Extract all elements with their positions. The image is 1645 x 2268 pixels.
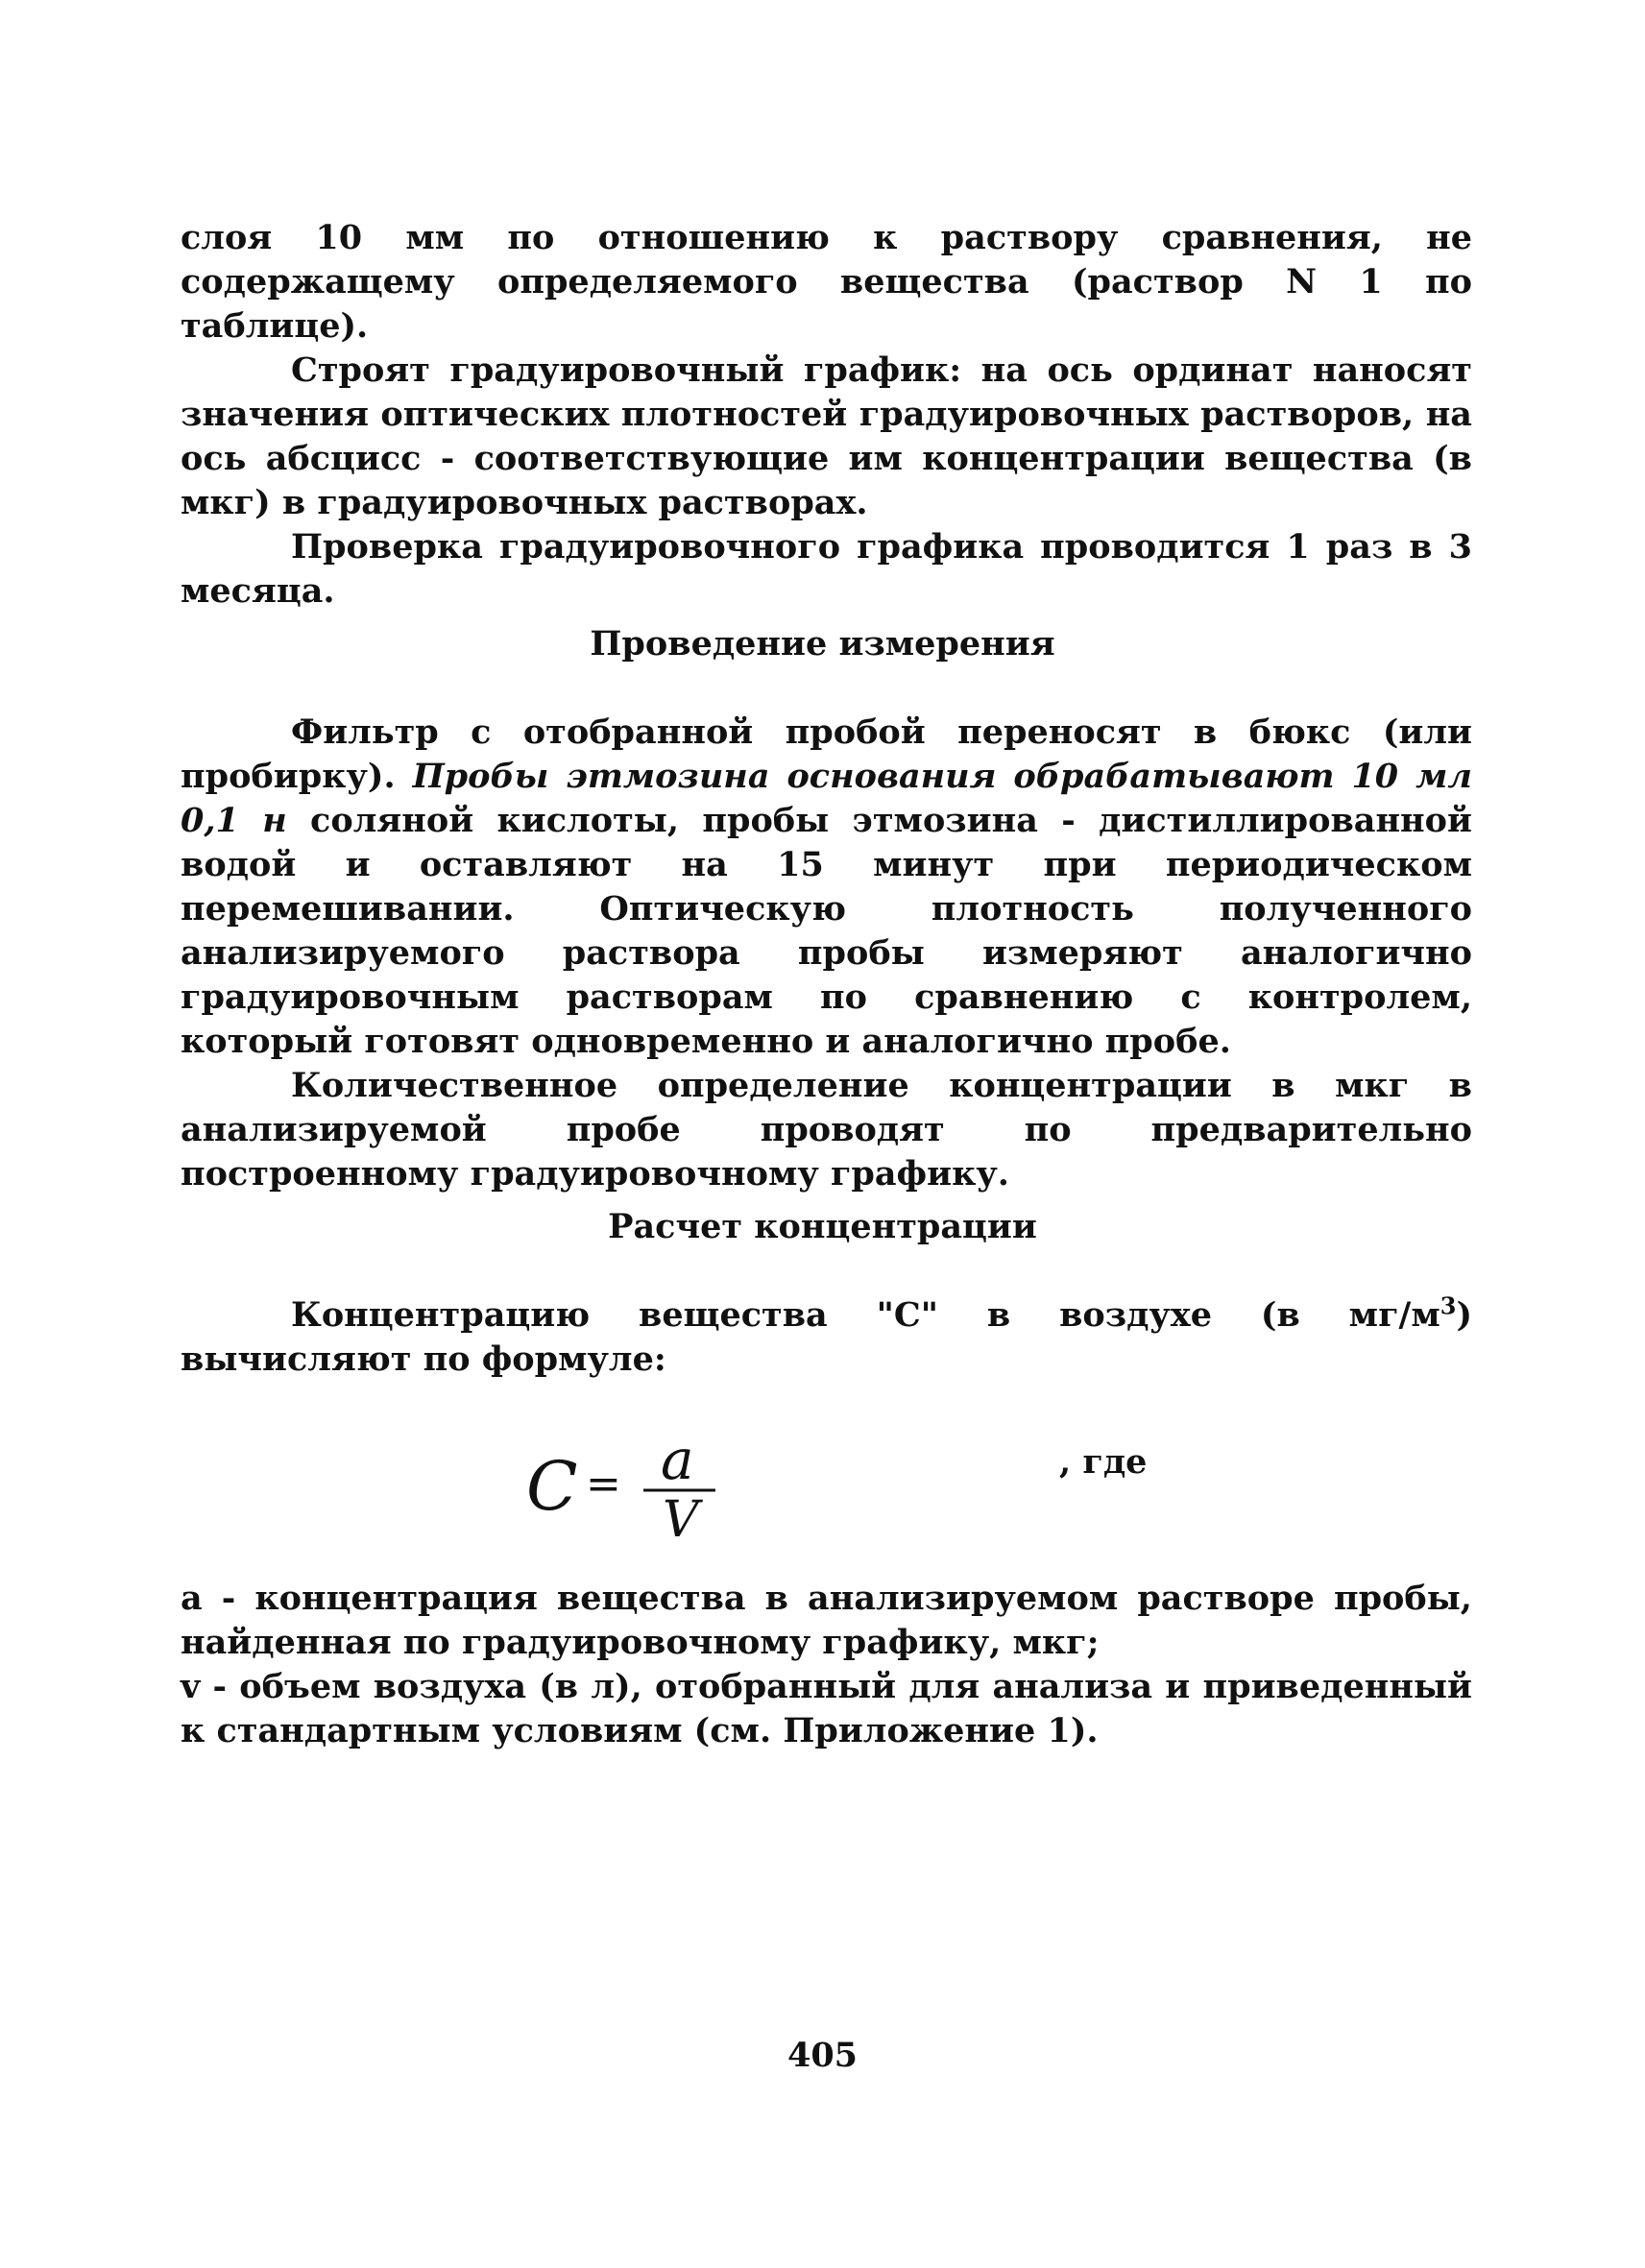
paragraph-6-after: ) вычисляют по формуле: xyxy=(181,1295,1472,1379)
definition-a: а - концентрация вещества в анализируемом растворе пробы, найденная по градуировочному графику, мкг; xyxy=(181,1579,1472,1662)
handwritten-formula xyxy=(519,1421,749,1546)
formula-denominator: V xyxy=(663,1491,699,1546)
definitions xyxy=(181,1577,1472,1753)
paragraph-5: Количественное определение концентрации в мкг в анализируемой пробе проводят по предварительно построенному градуировочному графику. xyxy=(181,1066,1472,1194)
paragraph-3: Проверка градуировочного графика проводится 1 раз в 3 месяца. xyxy=(181,527,1472,611)
paragraph-4 xyxy=(181,711,1472,1064)
formula-numerator: a xyxy=(661,1427,694,1492)
section-heading-measurement: Проведение измерения xyxy=(590,624,1055,664)
paragraph-6 xyxy=(181,1293,1472,1382)
paragraph-continuation xyxy=(181,216,1472,614)
paragraph-1: слоя 10 мм по отношению к раствору сравнения, не содержащему определяемого вещества (раствор N 1 по таблице). xyxy=(181,218,1472,346)
superscript-3: 3 xyxy=(1439,1291,1457,1320)
paragraph-2: Строят градуировочный график: на ось ординат наносят значения оптических плотностей градуировочных растворов, на ось абсцисс - соответствующие им концентрации вещества (в мкг) в градуировочных растворах. xyxy=(181,350,1472,522)
paragraph-4-part-1: Фильтр с отобранной пробой переносят в бюкс (или пробирку). xyxy=(181,712,1472,796)
formula-equals: = xyxy=(586,1460,621,1508)
formula-lhs: C xyxy=(526,1447,578,1526)
section-heading-calculation: Расчет концентрации xyxy=(608,1207,1037,1246)
formula-row xyxy=(0,1421,1645,1546)
paragraph-4-italic: Пробы этмозина основания обрабатывают 10 мл 0,1 н xyxy=(181,757,1472,840)
calculation-intro xyxy=(181,1293,1472,1382)
measurement-section xyxy=(181,711,1472,1196)
definition-v: v - объем воздуха (в л), отобранный для анализа и приведенный к стандартным условиям (см. Приложение 1). xyxy=(181,1667,1472,1750)
paragraph-6-before: Концентрацию вещества "С" в воздухе (в мг/м xyxy=(291,1295,1440,1335)
formula-where: , где xyxy=(1059,1442,1148,1482)
page-number: 405 xyxy=(786,2036,859,2075)
paragraph-4-part-2: соляной кислоты, пробы этмозина - дистиллированной водой и оставляют на 15 минут при периодическом перемешивании. Оптическую плотность полученного анализируемого раствора пробы измеряют аналогично градуировочным растворам по сравнению с контролем, который готовят одновременно и аналогично пробе. xyxy=(181,801,1472,1061)
